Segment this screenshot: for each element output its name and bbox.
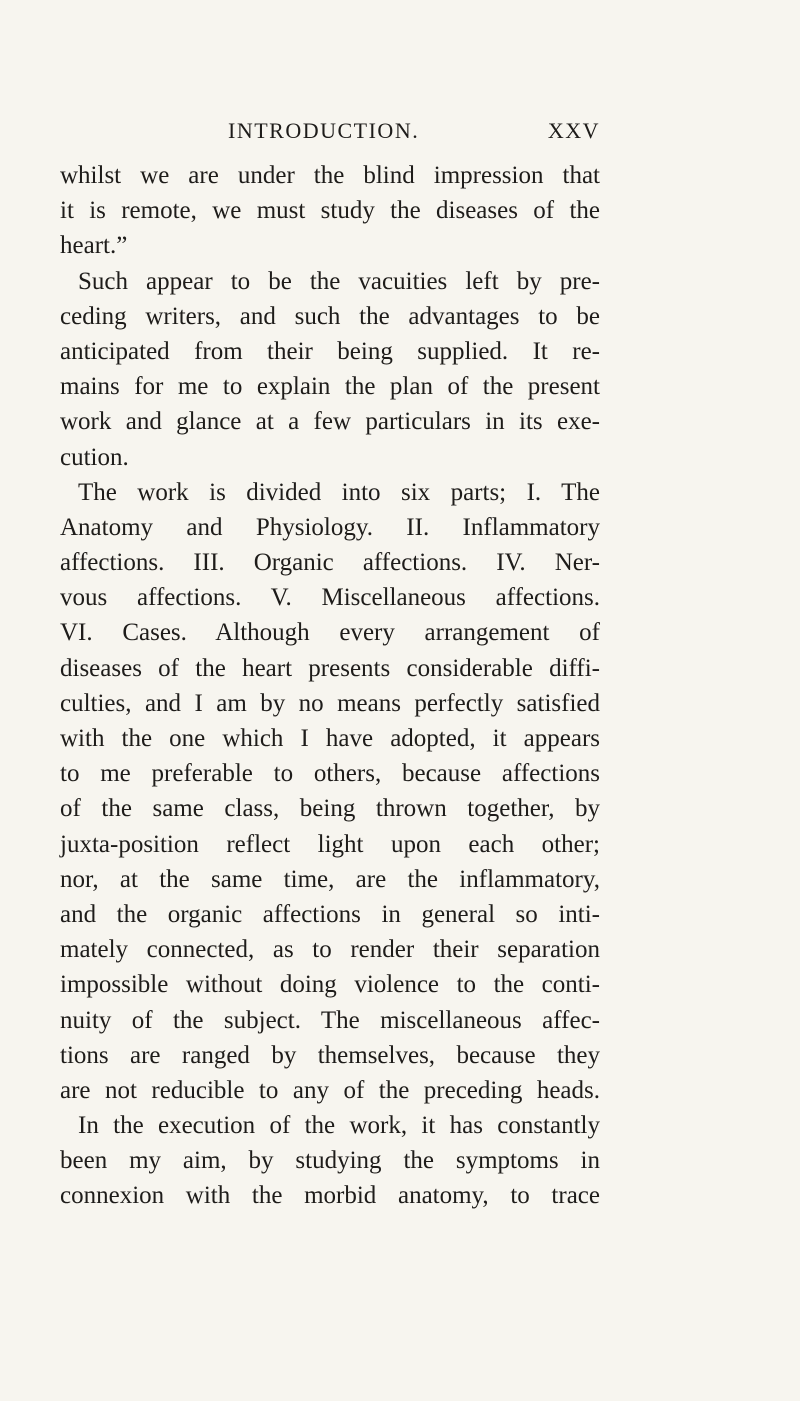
text-line: VI. Cases. Although every arrangement of	[60, 619, 600, 647]
text-line: affections. III. Organic affections. IV. Ner-	[60, 549, 600, 577]
text-line: Anatomy and Physiology. II. Inflammatory	[60, 513, 600, 541]
text-line: to me preferable to others, because affections	[60, 760, 600, 788]
text-line: culties, and I am by no means perfectly satisfied	[60, 689, 600, 717]
text-line: vous affections. V. Miscellaneous affections.	[60, 584, 600, 612]
page-number: XXV	[547, 118, 600, 143]
running-head	[228, 118, 600, 148]
text-line: Such appear to be the vacuities left by pre-	[78, 267, 600, 295]
text-line: of the same class, being thrown together, by	[60, 795, 600, 823]
text-line: juxta-position reflect light upon each other;	[60, 830, 600, 858]
text-line: and the organic affections in general so inti-	[60, 900, 600, 928]
text-line: cution.	[60, 443, 129, 471]
text-line: work and glance at a few particulars in its exe-	[60, 408, 600, 436]
text-line: In the execution of the work, it has constantly	[78, 1112, 600, 1140]
text-line: nor, at the same time, are the inflammatory,	[60, 865, 600, 893]
text-line: with the one which I have adopted, it appears	[60, 725, 600, 752]
text-line: connexion with the morbid anatomy, to trace	[60, 1182, 600, 1210]
text-line: are not reducible to any of the preceding heads.	[60, 1076, 600, 1104]
text-line: mately connected, as to render their separation	[60, 936, 600, 964]
text-line: whilst we are under the blind impression that	[60, 162, 600, 189]
text-line: anticipated from their being supplied. It re-	[60, 337, 600, 365]
text-line: tions are ranged by themselves, because they	[60, 1041, 600, 1069]
text-line: been my aim, by studying the symptoms in	[60, 1147, 600, 1175]
text-line: The work is divided into six parts; I. The	[78, 478, 600, 506]
running-head-title: INTRODUCTION.	[228, 118, 420, 143]
text-line: impossible without doing violence to the conti-	[60, 971, 600, 999]
text-line: nuity of the subject. The miscellaneous affec-	[60, 1006, 600, 1034]
body-text	[60, 158, 600, 1214]
text-line: heart.”	[60, 232, 128, 260]
text-line: diseases of the heart presents considerable diffi-	[60, 654, 600, 682]
text-line: it is remote, we must study the diseases of the	[60, 197, 600, 225]
text-line: ceding writers, and such the advantages to be	[60, 302, 600, 330]
text-line: mains for me to explain the plan of the present	[60, 373, 600, 401]
